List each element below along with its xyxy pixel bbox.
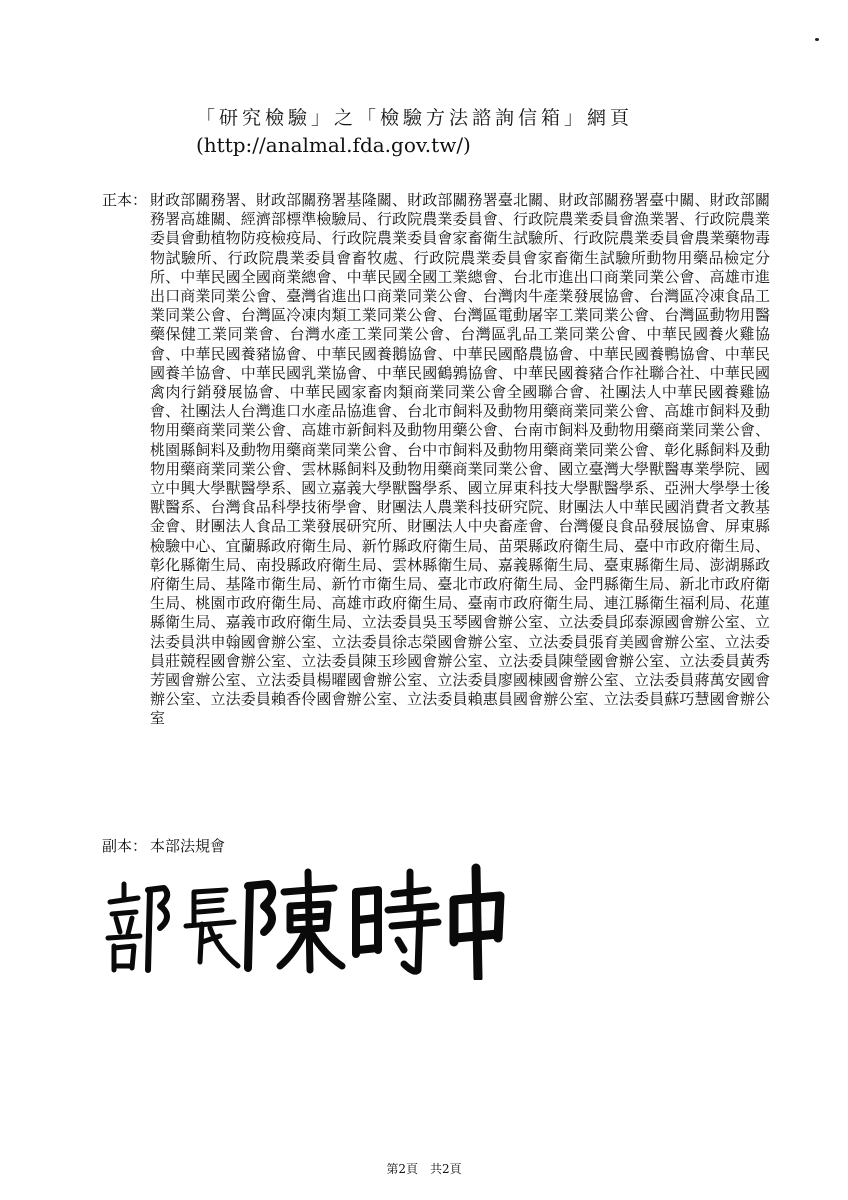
- page-footer: [0, 1160, 848, 1177]
- scan-speck: [815, 38, 819, 41]
- page-number: 第2頁: [386, 1162, 418, 1176]
- minister-signature: [98, 862, 508, 980]
- page-total: 共2頁: [430, 1162, 462, 1176]
- heading-url: (http://analmal.fda.gov.tw/): [196, 133, 471, 157]
- copy-recipients-text: 本部法規會: [150, 837, 226, 855]
- main-recipients-label: 正本：: [102, 191, 148, 209]
- signature-text: 部長陳時中: [98, 862, 103, 863]
- heading-title: 「研究檢驗」之「檢驗方法諮詢信箱」網頁: [196, 107, 634, 129]
- copy-recipients-label: 副本：: [102, 837, 148, 855]
- main-recipients-text: 財政部關務署、財政部關務署基隆關、財政部關務署臺北關、財政部關務署臺中關、財政部關務署高雄關、經濟部標準檢驗局、行政院農業委員會、行政院農業委員會漁業署、行政院農業委員會動植物防疫檢疫局、行政院農業委員會家畜衛生試驗所、行政院農業委員會農業藥物毒物試驗所、行政院農業委員會畜牧處、行政院農業委員會家畜衛生試驗所動物用藥品檢定分所、中華民國全國商業總會、中華民國全國工業總會、台北市進出口商業同業公會、高雄市進出口商業同業公會、臺灣省進出口商業同業公會、台灣肉牛產業發展協會、台灣區冷凍食品工業同業公會、台灣區冷凍肉類工業同業公會、台灣區電動屠宰工業同業公會、台灣區動物用醫藥保健工業同業會、台灣水產工業同業公會、台灣區乳品工業同業公會、中華民國養火雞協會、中華民國養豬協會、中華民國養鵝協會、中華民國酪農協會、中華民國養鴨協會、中華民國養羊協會、中華民國乳業協會、中華民國鶴鶉協會、中華民國養豬合作社聯合社、中華民國禽肉行銷發展協會、中華民國家畜肉類商業同業公會全國聯合會、社團法人中華民國養雞協會、社團法人台灣進口水產品協進會、台北市飼料及動物用藥商業同業公會、高雄市飼料及動物用藥商業同業公會、高雄市新飼料及動物用藥公會、台南市飼料及動物用藥商業同業公會、桃園縣飼料及動物用藥商業同業公會、台中市飼料及動物用藥商業同業公會、彰化縣飼料及動物用藥商業同業公會、雲林縣飼料及動物用藥商業同業公會、國立臺灣大學獸醫專業學院、國立中興大學獸醫學系、國立嘉義大學獸醫學系、國立屏東科技大學獸醫學系、亞洲大學學士後獸醫系、台灣食品科學技術學會、財團法人農業科技研究院、財團法人中華民國消費者文教基金會、財團法人食品工業發展研究所、財團法人中央畜產會、台灣優良食品發展協會、屏東縣檢驗中心、宜蘭縣政府衛生局、新竹縣政府衛生局、苗栗縣政府衛生局、臺中市政府衛生局、彰化縣衛生局、南投縣政府衛生局、雲林縣衛生局、嘉義縣衛生局、臺東縣衛生局、澎湖縣政府衛生局、基隆市衛生局、新竹市衛生局、臺北市政府衛生局、金門縣衛生局、新北市政府衛生局、桃園市政府衛生局、高雄市政府衛生局、臺南市政府衛生局、連江縣衛生福利局、花蓮縣衛生局、嘉義市政府衛生局、立法委員吳玉琴國會辦公室、立法委員邱泰源國會辦公室、立法委員洪申翰國會辦公室、立法委員徐志榮國會辦公室、立法委員張育美國會辦公室、立法委員莊競程國會辦公室、立法委員陳玉珍國會辦公室、立法委員陳瑩國會辦公室、立法委員黃秀芳國會辦公室、立法委員楊曜國會辦公室、立法委員廖國棟國會辦公室、立法委員蔣萬安國會辦公室、立法委員賴香伶國會辦公室、立法委員賴惠員國會辦公室、立法委員蘇巧慧國會辦公室: [150, 191, 770, 728]
